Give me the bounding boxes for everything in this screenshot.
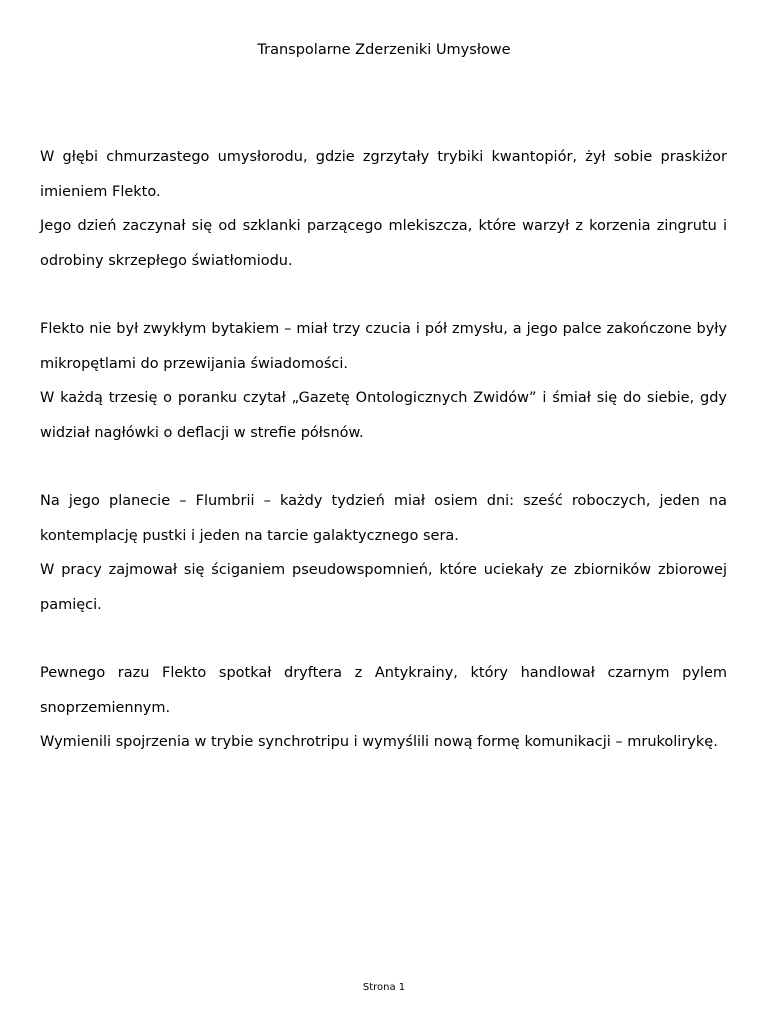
section-3: [40, 484, 727, 622]
section-4: [40, 656, 727, 760]
paragraph: Wymienili spojrzenia w trybie synchrotripu i wymyślili nową formę komunikacji – mrukolirykę.: [40, 734, 718, 750]
document-title: Transpolarne Zderzeniki Umysłowe: [257, 42, 511, 58]
paragraph: Flekto nie był zwykłym bytakiem – miał trzy czucia i pół zmysłu, a jego palce zakończone były mikropętlami do przewijania świadomości.: [40, 321, 727, 372]
paragraph: W pracy zajmował się ściganiem pseudowspomnień, które uciekały ze zbiorników zbiorowej pamięci.: [40, 562, 727, 613]
paragraph: W głębi chmurzastego umysłorodu, gdzie zgrzytały trybiki kwantopiór, żył sobie praskiżor imieniem Flekto.: [40, 149, 727, 200]
section-1: [40, 140, 727, 278]
paragraph: Pewnego razu Flekto spotkał dryftera z Antykrainy, który handlował czarnym pylem snoprzemiennym.: [40, 665, 727, 716]
paragraph: W każdą trzesię o poranku czytał „Gazetę Ontologicznych Zwidów” i śmiał się do siebie, gdy widział nagłówki o deflacji w strefie półsnów.: [40, 390, 727, 441]
paragraph: Jego dzień zaczynał się od szklanki parzącego mlekiszcza, które warzył z korzenia zingrutu i odrobiny skrzepłego światłomiodu.: [40, 218, 727, 269]
section-2: [40, 312, 727, 450]
page-footer: Strona 1: [362, 982, 406, 993]
paragraph: Na jego planecie – Flumbrii – każdy tydzień miał osiem dni: sześć roboczych, jeden na kontemplację pustki i jeden na tarcie galaktycznego sera.: [40, 493, 727, 544]
document-body: [40, 140, 727, 794]
